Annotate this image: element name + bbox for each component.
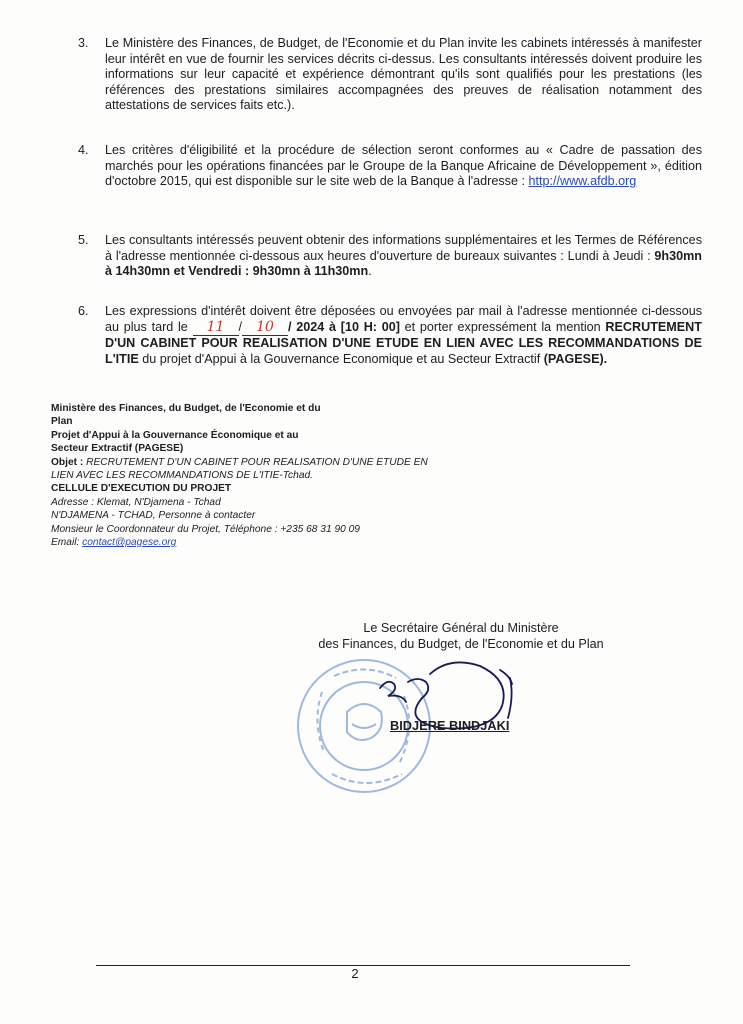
paragraph-5 — [78, 233, 702, 280]
paragraph-number: 4. — [78, 143, 89, 157]
cellule-title: CELLULE D'EXECUTION DU PROJET — [51, 483, 232, 495]
opening-hours: 9h30mn à 14h30mn et Vendredi : 9h30mn à 11h30mn — [105, 248, 702, 279]
paragraph-number: 5. — [78, 233, 89, 247]
paragraph-text: Les consultants intéressés peuvent obtenir des informations supplémentaires et les Termes de Références à l'adresse mentionnée ci-dessous aux heures d'ouverture de bureaux suivantes : Lundi à Jeudi : 9h30mn à 14h30mn et Vendredi : 9h30mn à 11h30mn. — [105, 233, 702, 279]
paragraph-number: 3. — [78, 36, 89, 50]
handwritten-day: 11 — [193, 320, 239, 337]
paragraph-3 — [78, 36, 702, 114]
email-line: Email: contact@pagese.org — [51, 537, 177, 549]
objet-line: Objet : RECRUTEMENT D'UN CABINET POUR REALISATION D'UNE ETUDE EN LIEN AVEC LES RECOMMANDATIONS DE L'ITIE-Tchad. — [51, 456, 428, 482]
paragraph-text: Les expressions d'intérêt doivent être déposées ou envoyées par mail à l'adresse mentionnée ci-dessous au plus tard le 11 / 10 / 2024 à [10 H: 00] et porter expressément la mention RECRUTEMENT D'UN CABINET POUR REALISATION D'UNE ETUDE EN LIEN AVEC LES RECOMMANDATIONS DE L'ITIE du projet d'Appui à la Gouvernance Economique et au Secteur Extractif (PAGESE). — [105, 304, 702, 366]
afdb-link[interactable]: http://www.afdb.org — [528, 174, 637, 189]
paragraph-6 — [78, 304, 702, 367]
signatory-title: Le Secrétaire Général du Ministère des Finances, du Budget, de l'Economie et du Plan — [318, 621, 604, 651]
contact-person-line: N'DJAMENA - TCHAD, Personne à contacter — [51, 510, 256, 522]
email-link[interactable]: contact@pagese.org — [82, 537, 177, 549]
signatory-name: BIDJERE BINDJAKI — [390, 718, 510, 733]
paragraph-4 — [78, 143, 702, 190]
project-name: Projet d'Appui à la Gouvernance Économique et au Secteur Extractif (PAGESE) — [51, 429, 299, 455]
ministry-name: Ministère des Finances, du Budget, de l'Economie et du Plan — [51, 403, 321, 428]
coordinator-line: Monsieur le Coordonnateur du Projet, Téléphone : +235 68 31 90 09 — [51, 523, 360, 535]
paragraph-text: Les critères d'éligibilité et la procédure de sélection seront conformes au « Cadre de passation des marchés pour les opérations financées par le Groupe de la Banque Africaine de Développement », édition d'octobre 2015, qui est disponible sur le site web de la Banque à l'adresse : http://www.afdb.org — [105, 143, 702, 189]
handwritten-month: 10 — [242, 320, 288, 337]
address-block — [51, 402, 471, 549]
paragraph-number: 6. — [78, 304, 89, 318]
adresse-line: Adresse : Klemat, N'Djamena - Tchad — [51, 496, 221, 508]
paragraph-text: Le Ministère des Finances, de Budget, de l'Economie et du Plan invite les cabinets intéressés à manifester leur intérêt en vue de fournir les services décrits ci-dessus. Les consultants intéressés doivent produire les informations sur leur capacité et expérience démontrant qu'ils sont qualifiés pour les prestations (les références des prestations similaires accompagnées des preuves de réalisation notamment des attestations de services faits etc.). — [105, 36, 702, 113]
submission-mention: RECRUTEMENT D'UN CABINET POUR REALISATION D'UNE ETUDE EN LIEN AVEC LES RECOMMANDATIONS DE L'ITIE — [105, 319, 702, 366]
page-number: 2 — [351, 966, 359, 981]
